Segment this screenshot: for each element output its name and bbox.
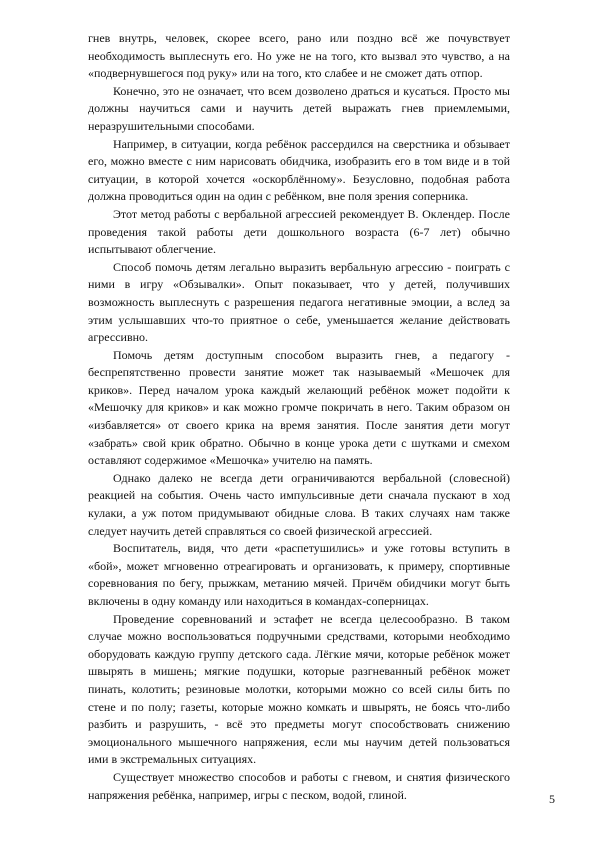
paragraph: Например, в ситуации, когда ребёнок рассердился на сверстника и обзывает его, можно вместе с ним нарисовать обидчика, изобразить его в том виде и в той ситуации, в которой хочется «оскорблённому». Безусловно, подобная работа должна проводиться один на один с ребёнком, вне поля зрения соперника. [88,136,510,204]
paragraph: Конечно, это не означает, что всем дозволено драться и кусаться. Просто мы должны научиться сами и научить детей выражать гнев приемлемыми, неразрушительными способами. [88,83,510,133]
paragraph: Способ помочь детям легально выразить вербальную агрессию - поиграть с ними в игру «Обзывалки». Опыт показывает, что у детей, получивших возможность выплеснуть с разрешения педагога негативные эмоции, а вслед за этим услышавших что-то приятное о себе, уменьшается желание действовать агрессивно. [88,259,510,345]
page-number: 5 [549,792,555,806]
paragraph: гнев внутрь, человек, скорее всего, рано или поздно всё же почувствует необходимость выплеснуть его. Но уже не на того, кто вызвал это чувство, а на «подвернувшегося под руку» или на того, кто слабее и не сможет дать отпор. [88,31,510,81]
paragraph: Помочь детям доступным способом выразить гнев, а педагогу - беспрепятственно провести занятие может так называемый «Мешочек для криков». Перед началом урока каждый желающий ребёнок может подойти к «Мешочку для криков» и как можно громче покричать в него. Таким образом он «избавляется» от своего крика на время занятия. После занятия дети могут «забрать» свой крик обратно. Обычно в конце урока дети с шутками и смехом оставляют содержимое «Мешочка» учителю на память. [88,347,510,468]
paragraph: Однако далеко не всегда дети ограничиваются вербальной (словесной) реакцией на события. Очень часто импульсивные дети сначала пускают в ход кулаки, а уж потом придумывают обидные слова. В таких случаях нам также следует научить детей справляться со своей физической агрессией. [88,470,510,538]
document-body [88,30,510,804]
paragraph: Существует множество способов и работы с гневом, и снятия физического напряжения ребёнка, например, игры с песком, водой, глиной. [88,769,510,802]
paragraph: Проведение соревнований и эстафет не всегда целесообразно. В таком случае можно воспользоваться подручными средствами, которыми необходимо оборудовать каждую группу детского сада. Лёгкие мячи, которые ребёнок может швырять в мишень; мягкие подушки, которые разгневанный ребёнок может пинать, колотить; резиновые молотки, которыми можно со всей силы бить по стене и по полу; газеты, которые можно комкать и швырять, не боясь что-либо разбить и разрушить, - всё это предметы могут способствовать снижению эмоционального мышечного напряжения, если мы научим детей пользоваться ими в экстремальных ситуациях. [88,611,510,767]
paragraph: Воспитатель, видя, что дети «распетушились» и уже готовы вступить в «бой», может мгновенно отреагировать и организовать, к примеру, спортивные соревнования по бегу, прыжкам, метанию мячей. Причём обидчики могут быть включены в одну команду или находиться в командах-соперницах. [88,541,510,608]
paragraph: Этот метод работы с вербальной агрессией рекомендует В. Оклендер. После проведения такой работы дети дошкольного возраста (6-7 лет) обычно испытывают облегчение. [88,206,510,257]
